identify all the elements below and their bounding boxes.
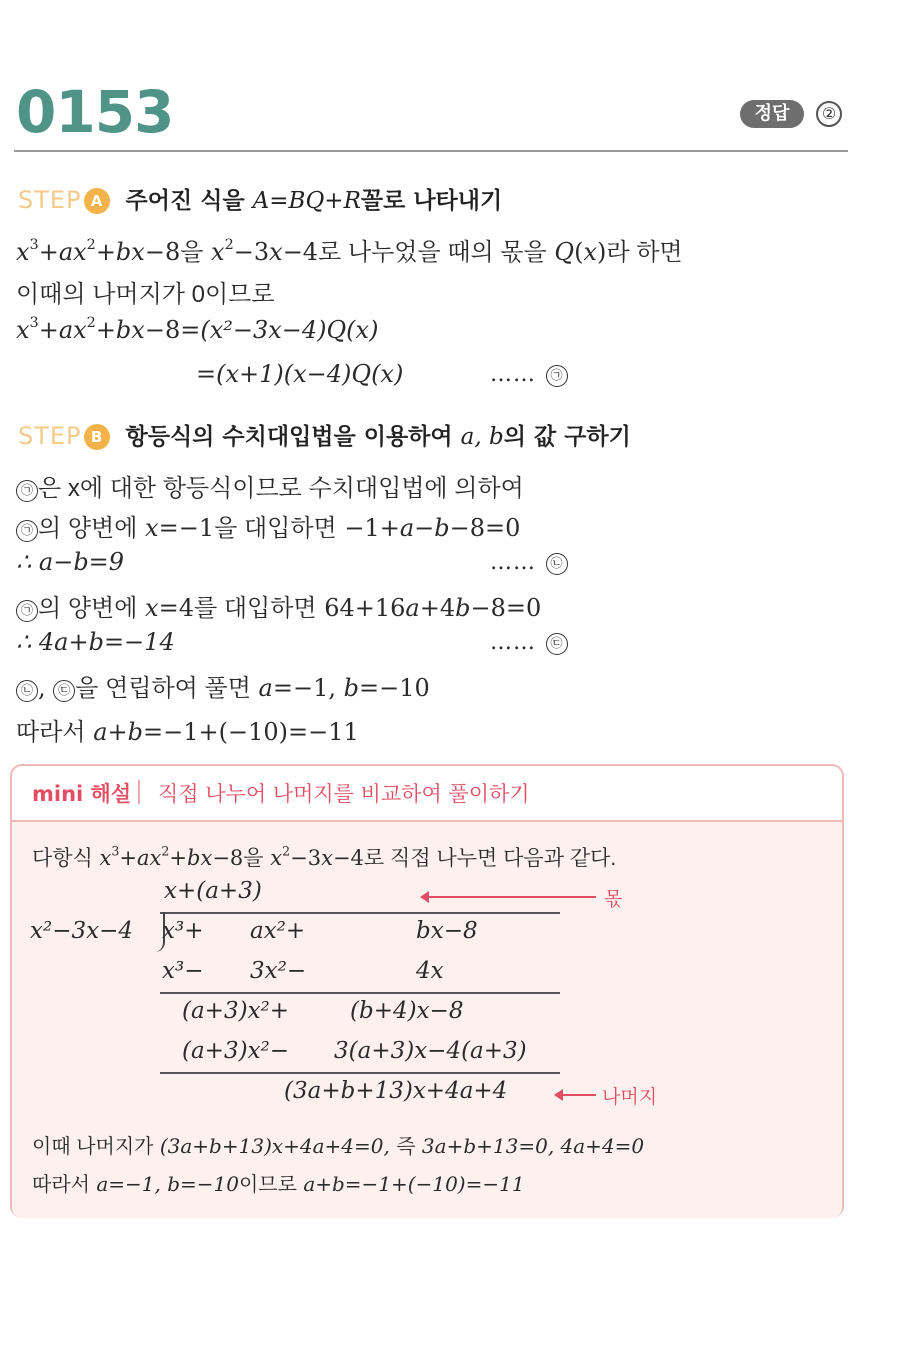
mini-line1-c: 즉 bbox=[396, 1136, 416, 1158]
line6-text-2: 을 대입하면 bbox=[214, 515, 337, 542]
quotient-label: 몫 bbox=[604, 888, 623, 910]
marker-1-ref-2: ㉠ bbox=[16, 520, 38, 542]
step-a-title-suffix: 꼴로 나타내기 bbox=[360, 188, 503, 214]
line4-equation: =(x+1)(x−4)Q(x) bbox=[196, 360, 404, 388]
subtract-1-term-3: 4x bbox=[416, 958, 444, 984]
solution-line-4 bbox=[196, 360, 403, 388]
step-b-word: STEP bbox=[18, 422, 82, 450]
marker-3-row bbox=[490, 630, 568, 655]
solution-line-9: ∴ 4a+b=−14 bbox=[16, 628, 175, 656]
solution-line-6: ㉠ 의 양변에 x=−1을 대입하면 −1+a−b−8=0 bbox=[16, 508, 520, 543]
mini-conclusion-1 bbox=[32, 1130, 644, 1159]
remainder-label: 나머지 bbox=[602, 1086, 658, 1108]
line5-text: 은 x에 대한 항등식이므로 수치대입법에 의하여 bbox=[38, 475, 524, 502]
subtract-2-term-2: 3(a+3)x−4(a+3) bbox=[334, 1038, 527, 1064]
solution-line-2: 이때의 나머지가 0이므로 bbox=[16, 281, 275, 308]
line8-text-1: 의 양변에 bbox=[38, 595, 138, 622]
division-remainder: (3a+b+13)x+4a+4 bbox=[284, 1078, 508, 1104]
header-divider bbox=[14, 150, 848, 152]
remainder-1-term-2: (b+4)x−8 bbox=[350, 998, 464, 1024]
step-a-title-formula: A=BQ+R bbox=[252, 188, 361, 214]
step-b-title-vars: a, b bbox=[460, 424, 504, 450]
line1-text-2: 로 나누었을 때의 몫을 bbox=[318, 239, 547, 266]
marker-2-ref: ㉡ bbox=[16, 680, 38, 702]
mini-line2-d: a+b=−1+(−10)=−11 bbox=[303, 1172, 525, 1196]
marker-3-ref: ㉢ bbox=[53, 680, 75, 702]
step-b-title bbox=[126, 424, 631, 450]
mini-intro: 다항식 $x^3+ax^2+bx-8$을 $x^2-3x-4$로 직접 나누면 다음과 같다. bbox=[32, 843, 617, 870]
marker-2: ㉡ bbox=[546, 553, 568, 575]
subtract-2-term-1: (a+3)x²− bbox=[182, 1038, 290, 1064]
solution-line-8: ㉠ 의 양변에 x=4를 대입하면 64+16a+4b−8=0 bbox=[16, 588, 541, 623]
step-b-title-suffix: 의 값 구하기 bbox=[503, 424, 631, 450]
mini-title: 직접 나누어 나머지를 비교하여 풀이하기 bbox=[158, 782, 530, 806]
step-b-heading bbox=[18, 418, 631, 452]
remainder-1-term-1: (a+3)x²+ bbox=[182, 998, 290, 1024]
remainder-arrow bbox=[562, 1094, 596, 1096]
dots-3: …… bbox=[490, 630, 536, 655]
mini-label: mini 해설 bbox=[32, 782, 132, 806]
answer-value: ② bbox=[816, 101, 842, 127]
mini-intro-1: 다항식 bbox=[32, 847, 93, 870]
division-quotient: x+(a+3) bbox=[164, 878, 262, 904]
answer-label: 정답 bbox=[740, 100, 804, 128]
dividend-term-1: x³+ bbox=[162, 918, 204, 944]
mini-line1-a: 이때 나머지가 bbox=[32, 1136, 154, 1158]
solution-line-5 bbox=[16, 468, 524, 503]
solution-line-3: $x^3+ax^2+bx-8=(x^2-3x-4)Q(x)$ bbox=[16, 315, 379, 344]
step-b-title-prefix: 항등식의 수치대입법을 이용하여 bbox=[125, 424, 453, 450]
mini-line1-b: (3a+b+13)x+4a+4=0, bbox=[159, 1134, 390, 1158]
marker-1-ref-3: ㉠ bbox=[16, 600, 38, 622]
line6-text-1: 의 양변에 bbox=[38, 515, 138, 542]
step-a-heading bbox=[18, 182, 502, 216]
line10-text: 을 연립하여 풀면 bbox=[75, 675, 251, 702]
solution-line-10: ㉡ , ㉢ 을 연립하여 풀면 a=−1, b=−10 bbox=[16, 668, 430, 703]
mini-line2-c: 이므로 bbox=[238, 1174, 297, 1196]
solution-line-11: 따라서 a+b=−1+(−10)=−11 bbox=[16, 718, 359, 746]
marker-2-row bbox=[490, 550, 568, 575]
line11-text: 따라서 bbox=[16, 719, 86, 746]
dots: …… bbox=[490, 362, 536, 387]
mini-separator bbox=[138, 780, 140, 804]
division-line-3 bbox=[160, 1072, 560, 1074]
solution-line-7: ∴ a−b=9 bbox=[16, 548, 125, 576]
mini-line2-b: a=−1, b=−10 bbox=[96, 1172, 239, 1196]
line1-text-1: 을 bbox=[180, 239, 204, 266]
solution-line-1: $x^3+ax^2+bx-8$을 $x^2-3x-4$로 나누었을 때의 몫을 Q(x)라 하면 bbox=[16, 237, 683, 266]
mini-conclusion-2 bbox=[32, 1168, 525, 1197]
line3-equation: =(x²−3x−4)Q(x) bbox=[180, 316, 379, 344]
dividend-term-3: bx−8 bbox=[416, 918, 478, 944]
marker-1-row bbox=[490, 362, 568, 387]
mini-intro-3: 로 직접 나누면 다음과 같다. bbox=[363, 847, 617, 870]
mini-line1-d: 3a+b+13=0, 4a+4=0 bbox=[421, 1134, 645, 1158]
marker-1-ref: ㉠ bbox=[16, 480, 38, 502]
step-a-title-prefix: 주어진 식을 bbox=[125, 188, 245, 214]
subtract-1-term-1: x³− bbox=[162, 958, 204, 984]
subtract-1-term-2: 3x²− bbox=[250, 958, 307, 984]
quotient-arrow bbox=[428, 896, 596, 898]
step-b-letter: B bbox=[84, 424, 110, 450]
step-a-word: STEP bbox=[18, 186, 82, 214]
marker-1: ㉠ bbox=[546, 365, 568, 387]
step-a-title bbox=[126, 188, 503, 214]
dividend-term-2: ax²+ bbox=[250, 918, 306, 944]
division-line-2 bbox=[160, 992, 560, 994]
mini-explanation-header bbox=[10, 764, 844, 820]
mini-line2-a: 따라서 bbox=[32, 1174, 90, 1196]
line8-text-2: 를 대입하면 bbox=[193, 595, 317, 622]
dots-2: …… bbox=[490, 550, 536, 575]
division-divisor: x²−3x−4 bbox=[30, 918, 133, 944]
line1-text-3: 라 하면 bbox=[606, 239, 683, 266]
problem-number: 0153 bbox=[16, 78, 174, 146]
division-top-line bbox=[160, 912, 560, 914]
marker-3: ㉢ bbox=[546, 633, 568, 655]
step-a-letter: A bbox=[84, 188, 110, 214]
mini-intro-2: 을 bbox=[243, 847, 264, 870]
